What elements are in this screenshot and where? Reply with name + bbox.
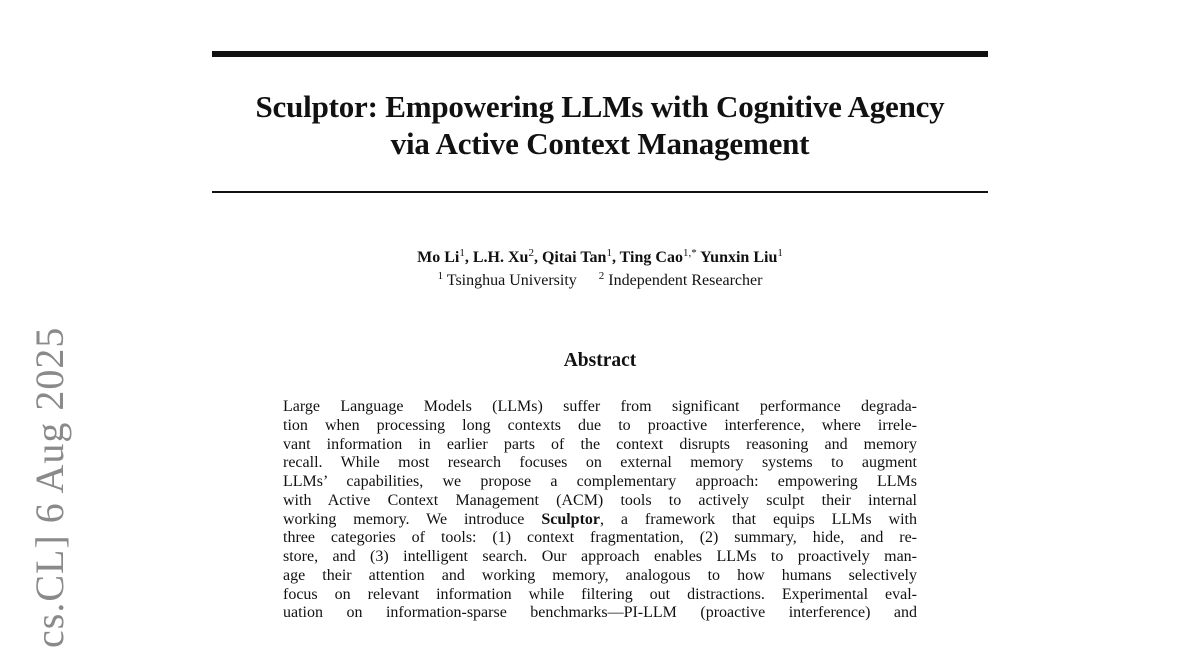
abstract-line: age their attention and working memory, analogous to how humans selectively (283, 566, 917, 584)
abstract-line: three categories of tools: (1) context fragmentation, (2) summary, hide, and re- (283, 529, 917, 547)
abstract-line: tion when processing long contexts due to proactive interference, where irrele- (283, 416, 917, 434)
abstract-heading: Abstract (563, 350, 637, 371)
arxiv-side-stamp: cs.CL] 6 Aug 2025 (27, 326, 72, 648)
affiliation: $^1$ Tsinghua University (437, 270, 577, 289)
author-list (212, 247, 988, 269)
abstract-line: recall. While most research focuses on external memory systems to augment (283, 454, 917, 472)
abstract-line: uation on information-sparse benchmarks—PI-LLM (proactive interference) and (283, 604, 917, 622)
author: Mo Li$^1$, (417, 247, 473, 266)
author: Yunxin Liu$^1$ (700, 247, 783, 266)
author: Ting Cao$^{1,*}$ (619, 247, 697, 266)
abstract-line: store, and (3) intelligent search. Our approach enables LLMs to proactively man- (283, 548, 917, 565)
abstract-line: vant information in earlier parts of the context disrupts reasoning and memory (283, 435, 917, 453)
paper-title (212, 88, 988, 162)
abstract-line: working memory. We introduce Sculptor, a framework that equips LLMs with (283, 510, 917, 528)
sculptor-term: Sculptor (541, 510, 600, 528)
abstract-line: LLMs’ capabilities, we propose a complementary approach: empowering LLMs (283, 473, 917, 490)
abstract-body (283, 398, 917, 623)
title-line-1: Sculptor: Empowering LLMs with Cognitive Agency (255, 89, 945, 124)
title-bottom-rule (212, 191, 988, 193)
affiliation: $^2$ Independent Researcher (598, 270, 763, 289)
abstract-line: focus on relevant information while filtering out distractions. Experimental eval- (283, 585, 917, 603)
abstract-line: with Active Context Management (ACM) tools to actively sculpt their internal (283, 491, 917, 509)
title-line-2: via Active Context Management (390, 126, 810, 161)
author: Qitai Tan$^1$, (541, 247, 620, 266)
title-top-rule (212, 51, 988, 57)
affiliation-list (212, 270, 988, 292)
abstract-line: Large Language Models (LLMs) suffer from significant performance degrada- (283, 398, 917, 415)
author: L.H. Xu$^2$, (472, 247, 542, 266)
